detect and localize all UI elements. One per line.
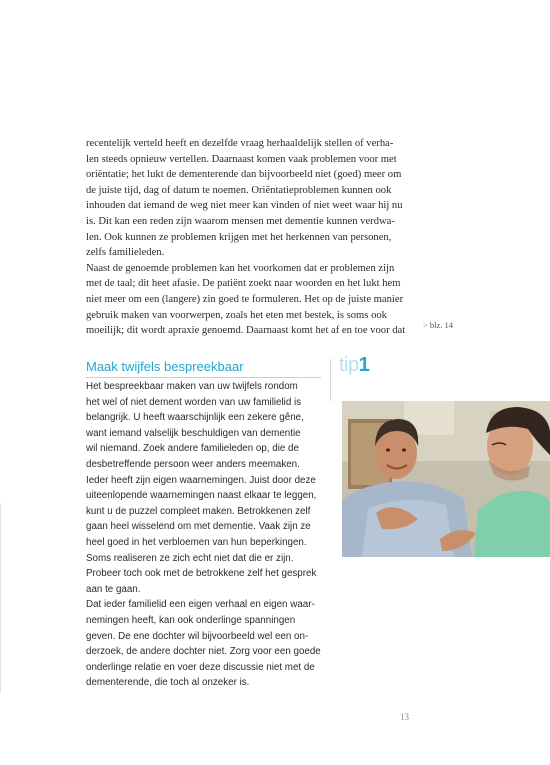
tip-line: gaan heel wisselend om met dementie. Vaak zijn ze: [86, 521, 311, 533]
tip-line: Dat ieder familielid een eigen verhaal en eigen waar-: [86, 599, 315, 611]
tip-line: heel goed in het verbloemen van hun beperkingen.: [86, 536, 307, 548]
tip-line: nemingen heeft, kan ook onderlinge spanningen: [86, 614, 296, 626]
tip-label-word: tip: [339, 354, 359, 376]
heading-divider: [86, 377, 321, 378]
tip-line: uiteenlopende waarnemingen naast elkaar te leggen,: [86, 490, 317, 502]
tip-line: Soms realiseren ze zich echt niet dat die er zijn.: [86, 552, 294, 564]
body-line: oriëntatie; het lukt de dementerende dan bijvoorbeeld niet (goed) meer om: [86, 169, 402, 181]
tip-line: belangrijk. U heeft waarschijnlijk een zekere gêne,: [86, 412, 304, 424]
tip-line: geven. De ene dochter wil bijvoorbeeld wel een on-: [86, 630, 309, 642]
body-line: is. Dit kan een reden zijn waarom mensen met dementie kunnen verdwa-: [86, 215, 395, 227]
tip-line: het wel of niet dement worden van uw familielid is: [86, 396, 302, 408]
tip-heading: Maak twijfels bespreekbaar: [86, 359, 244, 374]
body-text: [86, 136, 416, 339]
tip-label: [339, 354, 369, 377]
tip-line: dementerende, die toch al onzeker is.: [86, 677, 250, 689]
tip-line: aan te gaan.: [86, 583, 141, 595]
body-line: Naast de genoemde problemen kan het voorkomen dat er problemen zijn: [86, 262, 395, 274]
body-line: moeilijk; dit wordt apraxie genoemd. Daarnaast komt het af en toe voor dat: [86, 325, 406, 337]
page-reference: [423, 320, 453, 330]
tip-line: Het bespreekbaar maken van uw twijfels rondom: [86, 381, 298, 392]
tip-label-number: 1: [358, 354, 370, 376]
page-number: 13: [400, 712, 409, 722]
page-edge-line: [0, 503, 1, 693]
body-line: len steeds opnieuw vertellen. Daarnaast komen vaak problemen voor met: [86, 153, 397, 165]
body-line: de juiste tijd, dag of datum te noemen. Oriëntatieproblemen kunnen ook: [86, 184, 392, 196]
tip-line: derzoek, de andere dochter niet. Zorg voor een goede: [86, 646, 321, 658]
body-line: gebruik maken van voorwerpen, zoals het eten met bestek, is soms ook: [86, 309, 387, 321]
tip-line: onderlinge relatie en voer deze discussie niet met de: [86, 661, 315, 673]
tip-divider: [330, 359, 331, 401]
tip-line: want iemand valselijk beschuldigen van dementie: [86, 427, 301, 439]
body-line: len. Ook kunnen ze problemen krijgen met het herkennen van personen,: [86, 231, 392, 243]
body-line: recentelijk verteld heeft en dezelfde vraag herhaaldelijk stellen of verha-: [86, 138, 394, 149]
tip-line: Probeer toch ook met de betrokkene zelf het gesprek: [86, 568, 317, 580]
body-line: inhouden dat iemand de weg niet meer kan vinden of niet weet waar hij nu: [86, 200, 403, 212]
conversation-photo: [342, 401, 550, 557]
page-reference-text: blz. 14: [429, 320, 454, 330]
tip-line: desbetreffende persoon weer anders meemaken.: [86, 458, 300, 470]
tip-text: [86, 379, 326, 691]
tip-line: kunt u de puzzel compleet maken. Betrokkenen zelf: [86, 505, 311, 517]
tip-line: wil niemand. Zoek andere familieleden op, die de: [86, 443, 299, 455]
body-line: zelfs familieleden.: [86, 247, 165, 259]
arrow-right-icon: >: [423, 320, 428, 330]
body-line: met de taal; dit heet afasie. De patiënt zoekt naar woorden en het lukt hem: [86, 278, 401, 290]
body-line: niet meer om een (langere) zin goed te formuleren. Het op de juiste manier: [86, 293, 404, 305]
tip-line: Ieder heeft zijn eigen waarnemingen. Juist door deze: [86, 474, 316, 486]
